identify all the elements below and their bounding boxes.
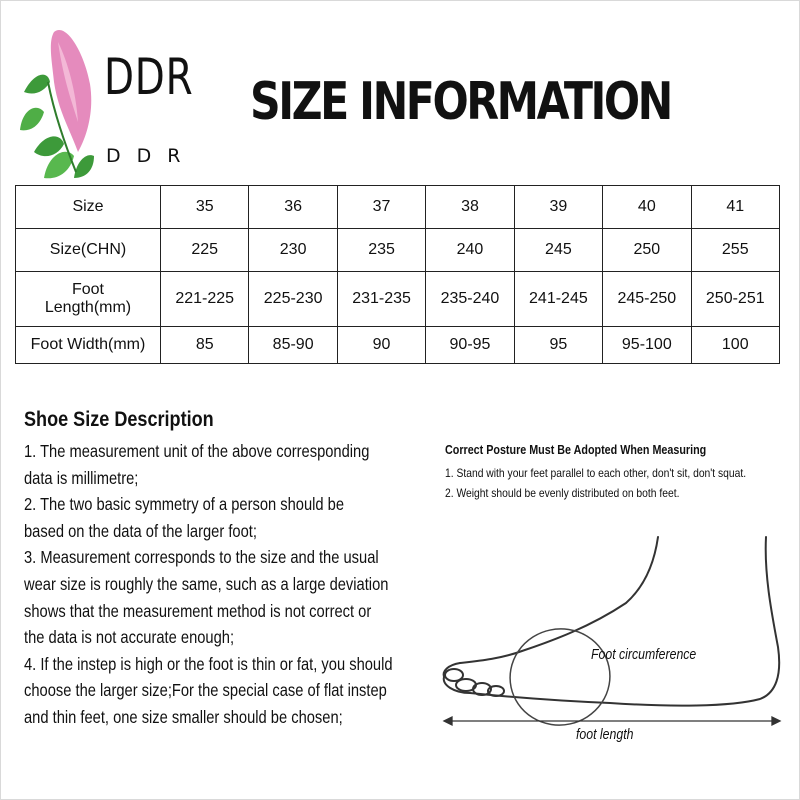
- table-cell: 231-235: [337, 272, 425, 327]
- description-line: 4. If the instep is high or the foot is thin or fat, you should: [24, 653, 393, 674]
- description-line: 1. The measurement unit of the above corresponding: [24, 441, 370, 461]
- table-row-size: [16, 186, 780, 229]
- table-cell: 235-240: [426, 272, 514, 327]
- table-cell: 36: [249, 186, 337, 229]
- row-header-line: Length(mm): [44, 299, 132, 316]
- posture-note: 1. Stand with your feet parallel to each other, don't sit, don't squat.: [445, 466, 747, 480]
- description-line: wear size is roughly the same, such as a large deviation: [24, 573, 389, 594]
- row-header: Foot Width(mm): [16, 327, 161, 364]
- table-cell: 250: [603, 229, 691, 272]
- circumference-label: Foot circumference: [591, 646, 697, 663]
- description-line: data is millimetre;: [24, 467, 139, 488]
- row-header: Size: [16, 186, 161, 229]
- description-line: based on the data of the larger foot;: [24, 520, 257, 541]
- table-cell: 255: [691, 229, 779, 272]
- table-cell: 40: [603, 186, 691, 229]
- description-line: and thin feet, one size smaller should be chosen;: [24, 706, 343, 727]
- table-cell: 245: [514, 229, 602, 272]
- table-cell: 95: [514, 327, 602, 364]
- table-cell: 85: [161, 327, 249, 364]
- table-cell: 225-230: [249, 272, 337, 327]
- table-cell: 241-245: [514, 272, 602, 327]
- table-cell: 250-251: [691, 272, 779, 327]
- description-line: the data is not accurate enough;: [24, 627, 235, 648]
- size-table: [15, 185, 780, 364]
- table-cell: 39: [514, 186, 602, 229]
- table-cell: 37: [337, 186, 425, 229]
- table-cell: 95-100: [603, 327, 691, 364]
- table-cell: 90: [337, 327, 425, 364]
- table-cell: 85-90: [249, 327, 337, 364]
- description-line: 2. The two basic symmetry of a person should be: [24, 494, 345, 515]
- row-header-line: Foot: [71, 281, 104, 298]
- foot-measurement-diagram: [430, 525, 800, 755]
- table-cell: 240: [426, 229, 514, 272]
- length-label: foot length: [576, 726, 634, 743]
- row-header: Size(CHN): [16, 229, 161, 272]
- row-header: [16, 272, 161, 327]
- table-row-size-chn: [16, 229, 780, 272]
- table-cell: 230: [249, 229, 337, 272]
- table-cell: 35: [161, 186, 249, 229]
- description-line: 3. Measurement corresponds to the size and the usual: [24, 547, 379, 568]
- description-line: shows that the measurement method is not correct or: [24, 600, 372, 621]
- table-row-foot-length: [16, 272, 780, 327]
- description-text: [24, 438, 444, 731]
- table-row-foot-width: [16, 327, 780, 364]
- description-line: choose the larger size;For the special case of flat instep: [24, 680, 387, 701]
- table-cell: 221-225: [161, 272, 249, 327]
- table-cell: 41: [691, 186, 779, 229]
- logo-subtext: DDR: [106, 145, 197, 167]
- table-cell: 245-250: [603, 272, 691, 327]
- table-cell: 38: [426, 186, 514, 229]
- logo-wordmark: DDR: [104, 48, 194, 106]
- table-cell: 225: [161, 229, 249, 272]
- table-cell: 235: [337, 229, 425, 272]
- posture-note: 2. Weight should be evenly distributed on both feet.: [445, 486, 680, 500]
- description-title: Shoe Size Description: [24, 408, 214, 431]
- posture-title: Correct Posture Must Be Adopted When Measuring: [445, 443, 707, 457]
- table-cell: 100: [691, 327, 779, 364]
- flower-logo-icon: [14, 22, 96, 180]
- page-title: SIZE INFORMATION: [250, 72, 671, 132]
- table-cell: 90-95: [426, 327, 514, 364]
